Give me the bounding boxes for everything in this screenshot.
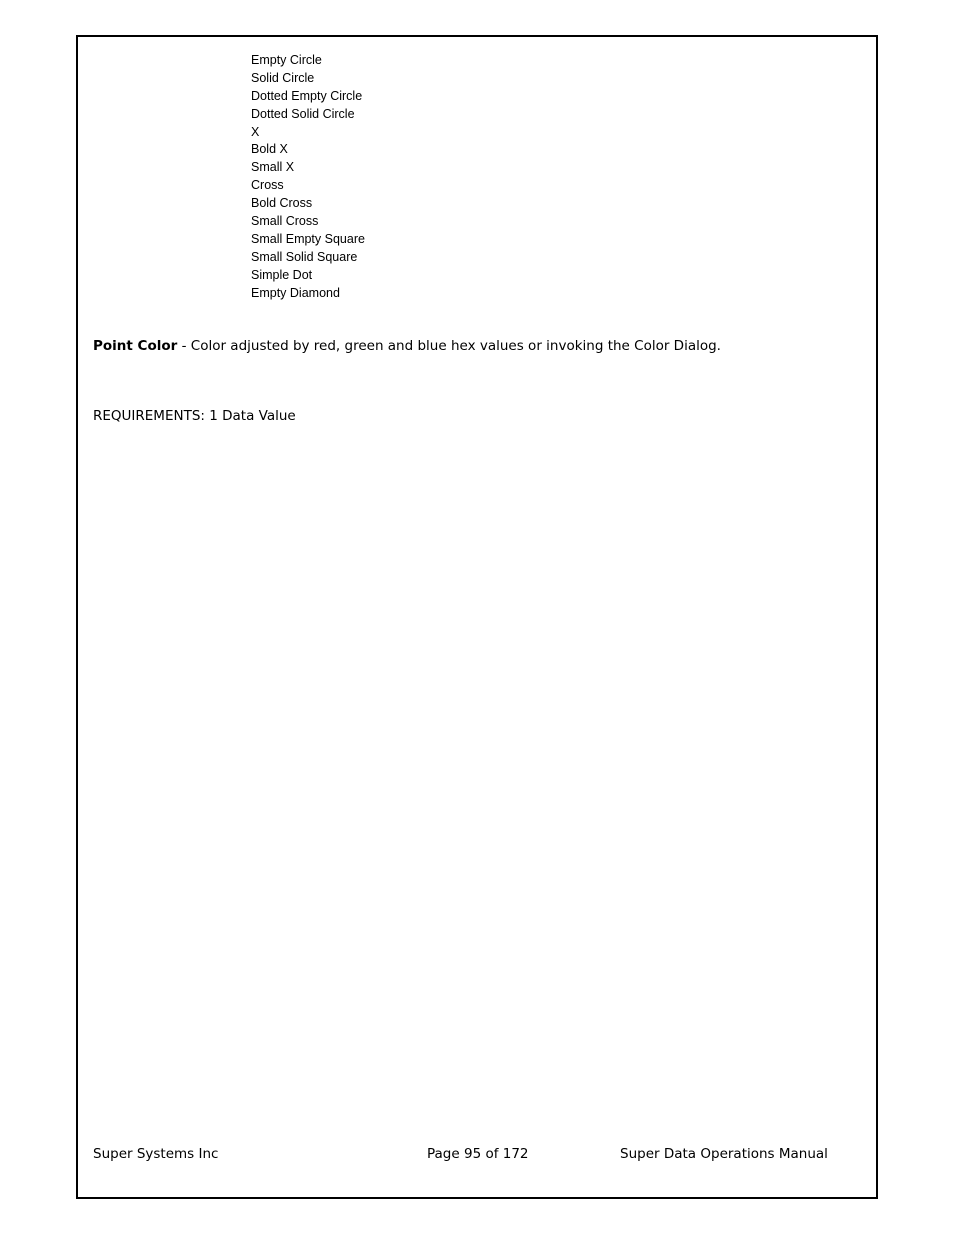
list-item: Bold X — [251, 142, 288, 157]
requirements-text: REQUIREMENTS: 1 Data Value — [93, 408, 296, 424]
point-style-list — [251, 52, 365, 302]
list-item: Empty Circle — [251, 53, 322, 67]
page-border — [76, 35, 878, 1199]
list-item: Empty Diamond — [251, 285, 340, 300]
list-item: Dotted Empty Circle — [251, 88, 363, 103]
point-color-description: - Color adjusted by red, green and blue hex values or invoking the Color Dialog. — [177, 338, 721, 354]
list-item: Small Cross — [251, 214, 319, 229]
list-item: Simple Dot — [251, 267, 313, 282]
list-item: Small Solid Square — [251, 249, 358, 264]
list-item: Solid Circle — [251, 70, 315, 85]
list-item: Small X — [251, 160, 295, 175]
list-item: Cross — [251, 178, 284, 193]
footer-page-number: Page 95 of 172 — [427, 1146, 529, 1162]
list-item: X — [251, 124, 260, 139]
point-color-paragraph — [93, 338, 721, 354]
list-item: Dotted Solid Circle — [251, 106, 355, 121]
footer-company: Super Systems Inc — [93, 1146, 219, 1162]
point-color-term: Point Color — [93, 338, 178, 354]
list-item: Bold Cross — [251, 196, 313, 211]
list-item: Small Empty Square — [251, 231, 365, 246]
footer-manual-title: Super Data Operations Manual — [620, 1146, 828, 1162]
